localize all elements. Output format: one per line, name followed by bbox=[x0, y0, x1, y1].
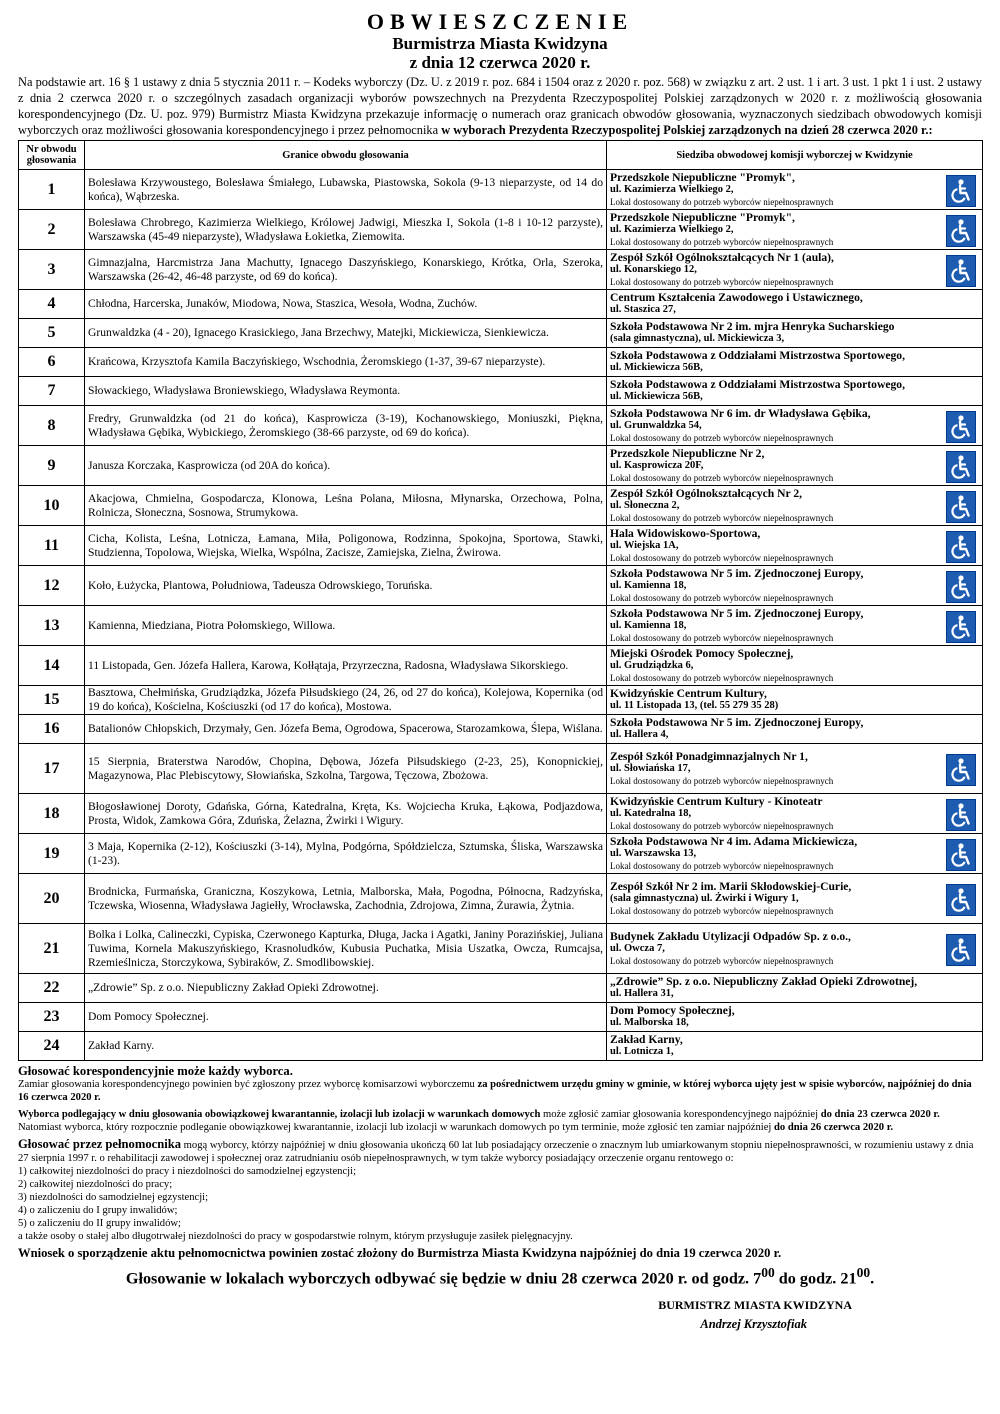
table-body bbox=[19, 170, 983, 1061]
district-seat bbox=[607, 715, 983, 744]
district-seat bbox=[607, 377, 983, 406]
table-row bbox=[19, 290, 983, 319]
proxy-text: mogą wyborcy, którzy najpóźniej w dniu głosowania ukończą 60 lat lub posiadający orzeczenie o znacznym lub umiarkowanym stopniu niepełnosprawności, w rozumieniu ustawy z dnia 27 sierpnia 1997 r. o rehabilitacji zawodowej i społecznej oraz zatrudnianiu osób niepełnosprawnych, w tym także wyborcy posiadający orzeczenie organu rentowego o: bbox=[18, 1140, 974, 1164]
seat-name: Przedszkole Niepubliczne Nr 2, bbox=[610, 446, 765, 460]
district-number: 9 bbox=[19, 446, 85, 486]
table-row bbox=[19, 526, 983, 566]
voting-hours-sup-2: 00 bbox=[856, 1265, 871, 1280]
table-row bbox=[19, 606, 983, 646]
district-boundaries: Bolesława Krzywoustego, Bolesława Śmiałego, Lubawska, Piastowska, Sokola (9-13 nieparzyste, od 14 do końca), Wąbrzeska. bbox=[85, 170, 607, 210]
district-number: 15 bbox=[19, 686, 85, 715]
seat-accessibility-note: Lokal dostosowany do potrzeb wyborców niepełnosprawnych bbox=[610, 472, 834, 483]
table-row bbox=[19, 210, 983, 250]
district-boundaries: Krańcowa, Krzysztofa Kamila Baczyńskiego, Wschodnia, Żeromskiego (1-37, 39-67 nieparzyste). bbox=[85, 348, 607, 377]
seat-accessibility-note: Lokal dostosowany do potrzeb wyborców niepełnosprawnych bbox=[610, 860, 834, 871]
wheelchair-icon bbox=[946, 215, 976, 247]
district-seat bbox=[607, 210, 983, 250]
district-seat bbox=[607, 319, 983, 348]
seat-name: Zespół Szkół Nr 2 im. Marii Skłodowskiej-Curie, bbox=[610, 879, 852, 893]
seat-name: Przedszkole Niepubliczne "Promyk", bbox=[610, 170, 795, 184]
table-row bbox=[19, 686, 983, 715]
proxy-heading: Głosować przez pełnomocnika bbox=[18, 1137, 182, 1151]
seat-accessibility-note: Lokal dostosowany do potrzeb wyborców niepełnosprawnych bbox=[610, 905, 834, 916]
voting-hours-sup: 00 bbox=[761, 1265, 775, 1280]
seat-name: Szkoła Podstawowa Nr 6 im. dr Władysława Gębika, bbox=[610, 406, 871, 420]
table-row bbox=[19, 834, 983, 874]
district-boundaries: Dom Pomocy Społecznej. bbox=[85, 1003, 607, 1032]
seat-address: ul. Owcza 7, bbox=[610, 942, 665, 954]
wheelchair-icon bbox=[946, 531, 976, 563]
correspondence-deadline: za pośrednictwem urzędu gminy w gminie, w której wyborca ujęty jest w spisie wyborców, najpóźniej do dnia 16 czerwca 2020 r. bbox=[18, 1079, 972, 1103]
wheelchair-icon bbox=[946, 255, 976, 287]
signature-title: BURMISTRZ MIASTA KWIDZYNA bbox=[658, 1298, 852, 1313]
seat-name: Dom Pomocy Społecznej, bbox=[610, 1004, 735, 1017]
district-boundaries: Bolesława Chrobrego, Kazimierza Wielkiego, Królowej Jadwigi, Mieszka I, Sokola (1-8 i 10-12 parzyste), Warszawska (45-49 nieparzyste), Władysława Łokietka, Ziemowita. bbox=[85, 210, 607, 250]
table-row bbox=[19, 924, 983, 974]
district-number: 12 bbox=[19, 566, 85, 606]
seat-address: ul. Konarskiego 12, bbox=[610, 263, 697, 275]
seat-address: ul. Malborska 18, bbox=[610, 1017, 689, 1028]
district-boundaries: „Zdrowie” Sp. z o.o. Niepubliczny Zakład Opieki Zdrowotnej. bbox=[85, 974, 607, 1003]
seat-address: ul. Kasprowicza 20F, bbox=[610, 459, 704, 471]
table-row bbox=[19, 1003, 983, 1032]
district-boundaries: Grunwaldzka (4 - 20), Ignacego Krasickiego, Jana Brzechwy, Matejki, Mickiewicza, Sienkiewicza. bbox=[85, 319, 607, 348]
quarantine-deadline: do dnia 23 czerwca 2020 r. bbox=[820, 1109, 940, 1120]
district-number: 17 bbox=[19, 744, 85, 794]
quarantine-text-2: Natomiast wyborca, który rozpocznie podleganie obowiązkowej kwarantannie, izolacji lub izolacji w warunkach domowych po tym terminie, może zgłosić ten zamiar najpóźniej bbox=[18, 1122, 775, 1133]
quarantine-deadline-2: do dnia 26 czerwca 2020 r. bbox=[774, 1122, 894, 1133]
seat-address: ul. Katedralna 18, bbox=[610, 807, 692, 819]
district-number: 4 bbox=[19, 290, 85, 319]
seat-name: Miejski Ośrodek Pomocy Społecznej, bbox=[610, 646, 794, 660]
intro-bold: w wyborach Prezydenta Rzeczypospolitej Polskiej zarządzonych na dzień 28 czerwca 2020 r.: bbox=[441, 123, 933, 137]
district-seat bbox=[607, 1032, 983, 1061]
seat-address: ul. Kamienna 18, bbox=[610, 619, 687, 631]
table-row bbox=[19, 715, 983, 744]
seat-name: Budynek Zakładu Utylizacji Odpadów Sp. z o.o., bbox=[610, 929, 851, 943]
district-boundaries: Kamienna, Miedziana, Piotra Połomskiego, Willowa. bbox=[85, 606, 607, 646]
wheelchair-icon bbox=[946, 491, 976, 523]
proxy-deadline: Wniosek o sporządzenie aktu pełnomocnictwa powinien zostać złożony do Burmistrza Miasta Kwidzyna najpóźniej do dnia 19 czerwca 2020 r. bbox=[18, 1246, 782, 1260]
seat-accessibility-note: Lokal dostosowany do potrzeb wyborców niepełnosprawnych bbox=[610, 432, 834, 443]
list-item: 5) o zaliczeniu do II grupy inwalidów; bbox=[18, 1218, 181, 1229]
wheelchair-icon bbox=[946, 839, 976, 871]
district-boundaries: Janusza Korczaka, Kasprowicza (od 20A do końca). bbox=[85, 446, 607, 486]
district-seat bbox=[607, 566, 983, 606]
seat-name: Zespół Szkół Ogólnokształcących Nr 1 (aula), bbox=[610, 250, 834, 264]
notice-title: OBWIESZCZENIE bbox=[366, 9, 634, 34]
wheelchair-icon bbox=[946, 799, 976, 831]
district-seat bbox=[607, 646, 983, 686]
seat-address: ul. Kazimierza Wielkiego 2, bbox=[610, 183, 734, 195]
seat-address: ul. 11 Listopada 13, (tel. 55 279 35 28) bbox=[610, 700, 779, 711]
notice-date: z dnia 12 czerwca 2020 r. bbox=[409, 53, 591, 72]
seat-accessibility-note: Lokal dostosowany do potrzeb wyborców niepełnosprawnych bbox=[610, 592, 834, 603]
proxy-farmers: a także osoby o stałej albo długotrwałej niezdolności do pracy w gospodarstwie rolnym, którym przysługuje zasiłek pielęgnacyjny. bbox=[18, 1231, 573, 1242]
seat-address: ul. Hallera 4, bbox=[610, 729, 669, 740]
district-seat bbox=[607, 250, 983, 290]
seat-name: Szkoła Podstawowa z Oddziałami Mistrzostwa Sportowego, bbox=[610, 349, 905, 362]
district-number: 22 bbox=[19, 974, 85, 1003]
wheelchair-icon bbox=[946, 411, 976, 443]
wheelchair-icon bbox=[946, 754, 976, 786]
seat-accessibility-note: Lokal dostosowany do potrzeb wyborców niepełnosprawnych bbox=[610, 196, 834, 207]
table-row bbox=[19, 646, 983, 686]
district-seat bbox=[607, 794, 983, 834]
district-number: 21 bbox=[19, 924, 85, 974]
district-boundaries: Zakład Karny. bbox=[85, 1032, 607, 1061]
table-row bbox=[19, 250, 983, 290]
district-number: 14 bbox=[19, 646, 85, 686]
table-row bbox=[19, 1032, 983, 1061]
seat-address: ul. Hallera 31, bbox=[610, 988, 674, 999]
district-seat bbox=[607, 686, 983, 715]
notice-subtitle: Burmistrza Miasta Kwidzyna bbox=[392, 34, 608, 53]
table-row bbox=[19, 446, 983, 486]
intro-paragraph bbox=[18, 74, 982, 138]
district-seat bbox=[607, 446, 983, 486]
district-boundaries: Bolka i Lolka, Calineczki, Cypiska, Czerwonego Kapturka, Długa, Jacka i Agatki, Janiny Porazińskiej, Juliana Tuwima, Kornela Makuszyńskiego, Krasnoludków, Kubusia Puchatka, Misia Uszatka, Owcza, Rumcajsa, Rzemieślnicza, Storczykowa, Sybiraków, Z. Smodlibowskiej. bbox=[85, 924, 607, 974]
seat-address: ul. Grudziądzka 6, bbox=[610, 659, 694, 671]
quarantine-text: może zgłosić zamiar głosowania korespondencyjnego najpóźniej bbox=[540, 1109, 821, 1120]
seat-address: ul. Mickiewicza 56B, bbox=[610, 391, 703, 402]
district-boundaries: Fredry, Grunwaldzka (od 21 do końca), Kasprowicza (3-19), Kochanowskiego, Moniuszki, Piękna, Władysława Gębika, Wybickiego, Żeromskiego (38-66 parzyste, od 69 do końca). bbox=[85, 406, 607, 446]
table-row bbox=[19, 794, 983, 834]
district-number: 19 bbox=[19, 834, 85, 874]
district-boundaries: Batalionów Chłopskich, Drzymały, Gen. Józefa Bema, Ogrodowa, Spacerowa, Starozamkowa, Ślepa, Wiślana. bbox=[85, 715, 607, 744]
seat-address: ul. Lotnicza 1, bbox=[610, 1046, 674, 1057]
table-row bbox=[19, 566, 983, 606]
district-number: 10 bbox=[19, 486, 85, 526]
district-number: 7 bbox=[19, 377, 85, 406]
footer-info bbox=[18, 1065, 982, 1331]
seat-accessibility-note: Lokal dostosowany do potrzeb wyborców niepełnosprawnych bbox=[610, 512, 834, 523]
quarantine-heading: Wyborca podlegający w dniu głosowania obowiązkowej kwarantannie, izolacji lub izolacji w warunkach domowych bbox=[18, 1109, 541, 1120]
seat-address: (sala gimnastyczna) ul. Żwirki i Wigury 1, bbox=[610, 892, 799, 904]
district-boundaries: Basztowa, Chełmińska, Grudziądzka, Józefa Piłsudskiego (24, 26, od 27 do końca), Kolejowa, Kopernika (od 19 do końca), Kościelna, Kościuszki (od 17 do końca), Mostowa. bbox=[85, 686, 607, 715]
list-item: 1) całkowitej niezdolności do pracy i niezdolności do samodzielnej egzystencji; bbox=[18, 1166, 357, 1177]
district-seat bbox=[607, 606, 983, 646]
table-row bbox=[19, 377, 983, 406]
district-boundaries: Koło, Łużycka, Plantowa, Południowa, Tadeusza Odrowskiego, Toruńska. bbox=[85, 566, 607, 606]
table-row bbox=[19, 319, 983, 348]
list-item: 2) całkowitej niezdolności do pracy; bbox=[18, 1179, 173, 1190]
table-header-row bbox=[19, 141, 983, 170]
seat-name: Szkoła Podstawowa Nr 5 im. Zjednoczonej Europy, bbox=[610, 606, 864, 620]
seat-name: Szkoła Podstawowa Nr 5 im. Zjednoczonej Europy, bbox=[610, 566, 864, 580]
seat-accessibility-note: Lokal dostosowany do potrzeb wyborców niepełnosprawnych bbox=[610, 632, 834, 643]
seat-name: Zespół Szkół Ogólnokształcących Nr 2, bbox=[610, 486, 803, 500]
table-row bbox=[19, 974, 983, 1003]
district-boundaries: 11 Listopada, Gen. Józefa Hallera, Karowa, Kołłątaja, Przyrzeczna, Radosna, Władysława Sikorskiego. bbox=[85, 646, 607, 686]
seat-name: Kwidzyńskie Centrum Kultury - Kinoteatr bbox=[610, 794, 823, 808]
district-boundaries: 3 Maja, Kopernika (2-12), Kościuszki (3-14), Mylna, Podgórna, Spółdzielcza, Sztumska, Śliska, Warszawska (1-23). bbox=[85, 834, 607, 874]
voting-hours-text: Głosowanie w lokalach wyborczych odbywać się będzie w dniu 28 czerwca 2020 r. od godz. 7 bbox=[125, 1269, 762, 1288]
district-seat bbox=[607, 406, 983, 446]
voting-hours-text-2: do godz. 21 bbox=[774, 1269, 857, 1288]
seat-name: Szkoła Podstawowa z Oddziałami Mistrzostwa Sportowego, bbox=[610, 378, 905, 391]
wheelchair-icon bbox=[946, 451, 976, 483]
district-number: 24 bbox=[19, 1032, 85, 1061]
correspondence-text: Zamiar głosowania korespondencyjnego powinien być zgłoszony przez wyborcę komisarzowi wyborczemu bbox=[18, 1079, 478, 1090]
seat-address: ul. Kazimierza Wielkiego 2, bbox=[610, 223, 734, 235]
seat-name: Szkoła Podstawowa Nr 2 im. mjra Henryka Sucharskiego bbox=[610, 320, 895, 333]
district-seat bbox=[607, 290, 983, 319]
district-number: 13 bbox=[19, 606, 85, 646]
header-number: Nr obwodu głosowania bbox=[19, 141, 85, 170]
district-seat bbox=[607, 974, 983, 1003]
table-row bbox=[19, 874, 983, 924]
seat-accessibility-note: Lokal dostosowany do potrzeb wyborców niepełnosprawnych bbox=[610, 775, 834, 786]
seat-address: ul. Słowiańska 17, bbox=[610, 762, 691, 774]
signature-name: Andrzej Krzysztofiak bbox=[700, 1317, 807, 1332]
seat-address: ul. Słoneczna 2, bbox=[610, 499, 680, 511]
list-item: 3) niezdolności do samodzielnej egzystencji; bbox=[18, 1192, 209, 1203]
seat-accessibility-note: Lokal dostosowany do potrzeb wyborców niepełnosprawnych bbox=[610, 552, 834, 563]
district-seat bbox=[607, 526, 983, 566]
district-number: 5 bbox=[19, 319, 85, 348]
seat-name: Hala Widowiskowo-Sportowa, bbox=[610, 526, 761, 540]
district-boundaries: Cicha, Kolista, Leśna, Lotnicza, Łamana, Miła, Poligonowa, Rodzinna, Spokojna, Sportowa, Stawki, Studzienna, Topolowa, Wiejska, Wielka, Wspólna, Zacisze, Zamiejska, Zielna, Żwirowa. bbox=[85, 526, 607, 566]
district-number: 23 bbox=[19, 1003, 85, 1032]
district-number: 2 bbox=[19, 210, 85, 250]
seat-name: Zakład Karny, bbox=[610, 1033, 683, 1046]
seat-name: „Zdrowie” Sp. z o.o. Niepubliczny Zakład Opieki Zdrowotnej, bbox=[610, 975, 918, 988]
seat-name: Zespół Szkół Ponadgimnazjalnych Nr 1, bbox=[610, 749, 808, 763]
seat-accessibility-note: Lokal dostosowany do potrzeb wyborców niepełnosprawnych bbox=[610, 955, 834, 966]
district-seat bbox=[607, 348, 983, 377]
intro-text: Na podstawie art. 16 § 1 ustawy z dnia 5 stycznia 2011 r. – Kodeks wyborczy (Dz. U. z 2019 r. poz. 684 i 1504 oraz z 2020 r. poz. 568) w związku z art. 2 ust. 1 i art. 3 ust. 1 pkt 1 i ust. 2 ustawy z dnia 2 czerwca 2020 r. o szczególnych zasadach organizacji wyborów powszechnych na Prezydenta Rzeczypospolitej Polskiej zarządzonych w 2020 r. z możliwością głosowania korespondencyjnego (Dz. U. poz. 979) Burmistrz Miasta Kwidzyna przekazuje informację o numerach oraz granicach obwodów głosowania, wyznaczonych siedzibach obwodowych komisji wyborczych oraz możliwości głosowania korespondencyjnego i przez pełnomocnika bbox=[18, 75, 982, 137]
district-boundaries: Gimnazjalna, Harcmistrza Jana Machutty, Ignacego Daszyńskiego, Konarskiego, Krótka, Orla, Szeroka, Warszawska (26-42, 46-48 parzyste, od 69 do końca). bbox=[85, 250, 607, 290]
seat-address: ul. Warszawska 13, bbox=[610, 847, 697, 859]
voting-hours bbox=[18, 1265, 982, 1288]
proxy-list bbox=[18, 1165, 982, 1230]
table-row bbox=[19, 406, 983, 446]
district-number: 16 bbox=[19, 715, 85, 744]
district-boundaries: Chłodna, Harcerska, Junaków, Miodowa, Nowa, Staszica, Wesoła, Wodna, Zuchów. bbox=[85, 290, 607, 319]
seat-name: Centrum Kształcenia Zawodowego i Ustawicznego, bbox=[610, 291, 863, 304]
wheelchair-icon bbox=[946, 934, 976, 966]
district-number: 3 bbox=[19, 250, 85, 290]
seat-address: ul. Grunwaldzka 54, bbox=[610, 419, 702, 431]
seat-address: ul. Wiejska 1A, bbox=[610, 539, 679, 551]
seat-accessibility-note: Lokal dostosowany do potrzeb wyborców niepełnosprawnych bbox=[610, 672, 834, 683]
seat-name: Przedszkole Niepubliczne "Promyk", bbox=[610, 210, 795, 224]
table-row bbox=[19, 348, 983, 377]
table-row bbox=[19, 486, 983, 526]
districts-table bbox=[18, 140, 983, 1061]
district-seat bbox=[607, 834, 983, 874]
seat-name: Kwidzyńskie Centrum Kultury, bbox=[610, 687, 767, 700]
district-boundaries: Akacjowa, Chmielna, Gospodarcza, Klonowa, Leśna Polana, Miłosna, Młynarska, Orzechowa, Polna, Rolnicza, Słoneczna, Sosnowa, Strumykowa. bbox=[85, 486, 607, 526]
district-number: 20 bbox=[19, 874, 85, 924]
wheelchair-icon bbox=[946, 571, 976, 603]
seat-address: ul. Mickiewicza 56B, bbox=[610, 362, 703, 373]
district-number: 18 bbox=[19, 794, 85, 834]
seat-accessibility-note: Lokal dostosowany do potrzeb wyborców niepełnosprawnych bbox=[610, 276, 834, 287]
district-seat bbox=[607, 1003, 983, 1032]
district-number: 6 bbox=[19, 348, 85, 377]
seat-accessibility-note: Lokal dostosowany do potrzeb wyborców niepełnosprawnych bbox=[610, 236, 834, 247]
district-seat bbox=[607, 924, 983, 974]
voting-hours-end: . bbox=[870, 1269, 875, 1288]
wheelchair-icon bbox=[946, 611, 976, 643]
seat-address: (sala gimnastyczna), ul. Mickiewicza 3, bbox=[610, 333, 785, 344]
seat-name: Szkoła Podstawowa Nr 4 im. Adama Mickiewicza, bbox=[610, 834, 858, 848]
header-seat: Siedziba obwodowej komisji wyborczej w Kwidzynie bbox=[607, 141, 983, 170]
header-boundaries: Granice obwodu głosowania bbox=[85, 141, 607, 170]
district-boundaries: Brodnicka, Furmańska, Graniczna, Koszykowa, Letnia, Malborska, Mała, Pogodna, Północna, Radzyńska, Tczewska, Wiosenna, Władysława Jagiełły, Wrocławska, Zachodnia, Zdrojowa, Zimna, Żurawia, Żytnia. bbox=[85, 874, 607, 924]
seat-address: ul. Staszica 27, bbox=[610, 304, 676, 315]
table-row bbox=[19, 744, 983, 794]
district-boundaries: Słowackiego, Władysława Broniewskiego, Władysława Reymonta. bbox=[85, 377, 607, 406]
district-number: 11 bbox=[19, 526, 85, 566]
district-number: 8 bbox=[19, 406, 85, 446]
district-boundaries: 15 Sierpnia, Braterstwa Narodów, Chopina, Dębowa, Józefa Piłsudskiego (2-23, 25), Konopnickiej, Magazynowa, Plac Plebiscytowy, Słowiańska, Szkolna, Targowa, Tęczowa, Zbożowa. bbox=[85, 744, 607, 794]
wheelchair-icon bbox=[946, 884, 976, 916]
wheelchair-icon bbox=[946, 175, 976, 207]
seat-name: Szkoła Podstawowa Nr 5 im. Zjednoczonej Europy, bbox=[610, 716, 864, 729]
district-boundaries: Błogosławionej Doroty, Gdańska, Górna, Katedralna, Kręta, Ks. Wojciecha Kruka, Łąkowa, Podjazdowa, Prosta, Widok, Zamkowa Góra, Zduńska, Żelazna, Żwirki i Wigury. bbox=[85, 794, 607, 834]
district-seat bbox=[607, 170, 983, 210]
district-seat bbox=[607, 486, 983, 526]
district-seat bbox=[607, 874, 983, 924]
district-number: 1 bbox=[19, 170, 85, 210]
seat-accessibility-note: Lokal dostosowany do potrzeb wyborców niepełnosprawnych bbox=[610, 820, 834, 831]
correspondence-heading: Głosować korespondencyjnie może każdy wyborca. bbox=[18, 1064, 293, 1078]
list-item: 4) o zaliczeniu do I grupy inwalidów; bbox=[18, 1205, 178, 1216]
seat-address: ul. Kamienna 18, bbox=[610, 579, 687, 591]
table-row bbox=[19, 170, 983, 210]
district-seat bbox=[607, 744, 983, 794]
